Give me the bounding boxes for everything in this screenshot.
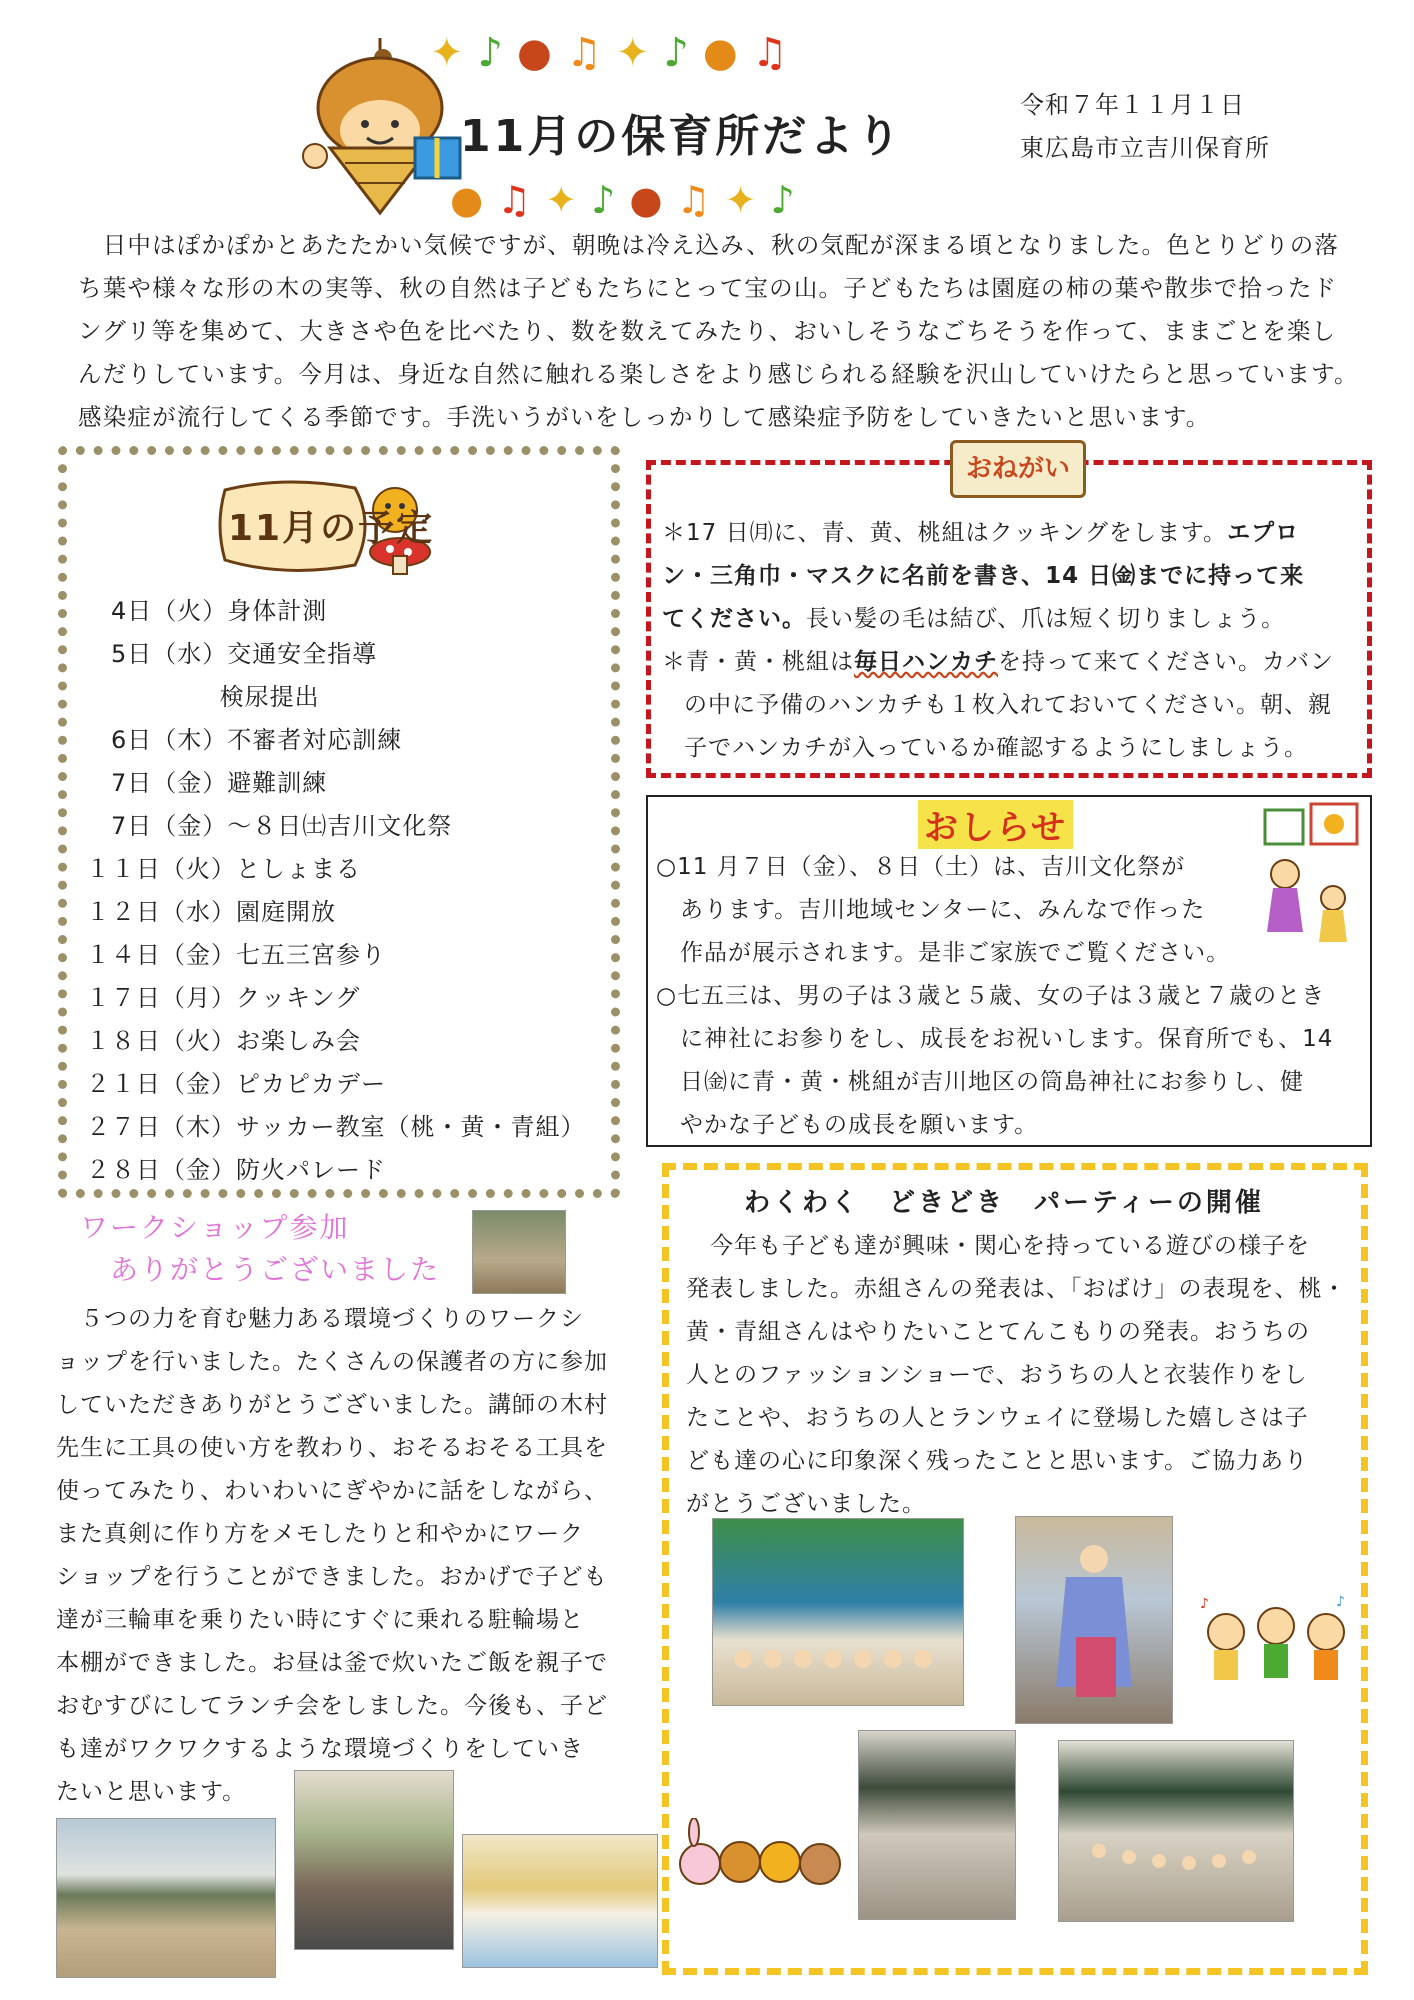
notice-line: あります。吉川地域センターに、みんなで作った: [656, 897, 1206, 923]
workshop-line: たいと思います。: [56, 1779, 247, 1805]
request-emphasis: てください。: [662, 606, 806, 632]
schedule-item: ２８日（金）防火パレード: [86, 1156, 386, 1184]
organization-name: 東広島市立吉川保育所: [1020, 134, 1270, 162]
classroom-photo-1: [858, 1730, 1016, 1920]
notice-line: ○11 月７日（金）、８日（土）は、吉川文化祭が: [656, 854, 1186, 880]
request-line: 子でハンカチが入っているか確認するようにしましょう。: [684, 735, 1308, 761]
request-line: [662, 598, 1285, 640]
party-stage-photo: [712, 1518, 964, 1706]
request-text: ＊17 日㈪に、青、黄、桃組はクッキングをします。: [662, 520, 1228, 546]
workshop-line: 先生に工具の使い方を教わり、おそるおそる工具を: [56, 1435, 608, 1461]
intro-line: 日中はぽかぽかとあたたかい気候ですが、朝晩は冷え込み、秋の気配が深まる頃となりました。色とりどりの落: [78, 231, 1340, 259]
schedule-item: １８日（火）お楽しみ会: [86, 1027, 361, 1055]
workshop-kids-photo: [472, 1210, 566, 1294]
party-line: たことや、おうちの人とランウェイに登場した嬉しさは子: [686, 1405, 1309, 1431]
request-line: [662, 641, 1334, 683]
workshop-line: 使ってみたり、わいわいにぎやかに話をしながら、: [56, 1478, 608, 1504]
request-text: を持って来てください。カバン: [998, 649, 1334, 675]
workshop-line: 本棚ができました。お昼は釜で炊いたご飯を親子で: [56, 1650, 608, 1676]
party-line: 人とのファッションショーで、おうちの人と衣装作りをし: [686, 1362, 1308, 1388]
schedule-item: 7日（金）避難訓練: [86, 769, 328, 797]
request-emphasis: エプロ: [1227, 520, 1300, 546]
request-emphasis: 毎日ハンカチ: [854, 649, 998, 675]
workshop-heading: ありがとうございました: [110, 1253, 441, 1286]
party-title: わくわく どきどき パーティーの開催: [744, 1188, 1264, 1218]
party-line: 今年も子ども達が興味・関心を持っている遊びの様子を: [686, 1233, 1310, 1259]
request-text: 長い髪の毛は結び、爪は短く切りましょう。: [806, 606, 1286, 632]
request-badge: [950, 440, 1086, 498]
schedule-item: 6日（木）不審者対応訓練: [86, 726, 403, 754]
request-line: ン・三角巾・マスクに名前を書き、14 日㈮までに持って来: [662, 563, 1305, 589]
notice-line: 作品が展示されます。是非ご家族でご覧ください。: [656, 940, 1231, 966]
intro-line: ち葉や様々な形の木の実等、秋の自然は子どもたちにとって宝の山。子どもたちは園庭の柿の葉や散歩で拾ったド: [78, 274, 1338, 302]
schedule-item: 5日（水）交通安全指導: [86, 640, 378, 668]
schoolyard-photo: [56, 1818, 276, 1978]
party-line: がとうございました。: [686, 1491, 926, 1517]
workshop-line: また真剣に作り方をメモしたりと和やかにワーク: [56, 1521, 584, 1547]
bookshelf-photo: [462, 1834, 658, 1968]
autumn-leaves-border-bottom: ●♫✦♪●♫✦♪: [450, 178, 809, 222]
schedule-item: １７日（月）クッキング: [86, 984, 361, 1012]
workshop-line: ５つの力を育む魅力ある環境づくりのワークシ: [56, 1306, 584, 1332]
children-art-illustration: [1245, 802, 1365, 952]
animal-friends-illustration: [676, 1818, 844, 1896]
classroom-photo-2: [1058, 1740, 1294, 1922]
request-badge-label: おねがい: [965, 454, 1070, 484]
fashion-show-photo: [1015, 1516, 1173, 1724]
party-line: ども達の心に印象深く残ったことと思います。ご協力あり: [686, 1448, 1309, 1474]
dancing-children-illustration: [1196, 1592, 1356, 1692]
workshop-line: ショップを行うことができました。おかげで子ども: [56, 1564, 608, 1590]
notice-line: に神社にお参りをし、成長をお祝いします。保育所でも、14: [656, 1026, 1334, 1052]
notice-line: やかな子どもの成長を願います。: [656, 1112, 1039, 1138]
party-line: 発表しました。赤組さんの発表は、「おばけ」の表現を、桃・: [686, 1276, 1347, 1302]
workshop-line: していただきありがとうございました。講師の木村: [56, 1392, 608, 1418]
schedule-item: 4日（火）身体計測: [86, 597, 328, 625]
request-line: [662, 512, 1299, 554]
workshop-line: 達が三輪車を乗りたい時にすぐに乗れる駐輪場と: [56, 1607, 584, 1633]
schedule-item: １２日（水）園庭開放: [86, 898, 336, 926]
autumn-leaves-border-top: ✦♪●♫✦♪●♫: [430, 30, 802, 76]
workshop-line: も達がワクワクするような環境づくりをしていき: [56, 1736, 584, 1762]
intro-line: 感染症が流行してくる季節です。手洗いうがいをしっかりして感染症予防をしていきたいと思います。: [78, 403, 1211, 431]
schedule-item: ２１日（金）ピカピカデー: [86, 1070, 386, 1098]
svg-text:♪: ♪: [1336, 1594, 1345, 1610]
intro-line: んだりしています。今月は、身近な自然に触れる楽しさをより感じられる経験を沢山していけたらと思っています。: [78, 360, 1359, 388]
schedule-item: 7日（金）～８日㈯吉川文化祭: [86, 812, 453, 840]
svg-text:♪: ♪: [1200, 1596, 1209, 1612]
workshop-heading: ワークショップ参加: [80, 1211, 350, 1244]
schedule-item: ２７日（木）サッカー教室（桃・黄・青組）: [86, 1113, 586, 1141]
page-title: 11月の保育所だより: [460, 111, 904, 162]
schedule-heading: 11月の予定: [228, 508, 435, 549]
notice-title: おしらせ: [918, 800, 1073, 849]
request-line: の中に予備のハンカチも１枚入れておいてください。朝、親: [684, 692, 1332, 718]
schedule-item: 検尿提出: [86, 683, 320, 711]
workshop-line: おむすびにしてランチ会をしました。今後も、子ど: [56, 1693, 608, 1719]
request-text: ＊青・黄・桃組は: [662, 649, 854, 675]
cooking-photo: [294, 1770, 454, 1950]
intro-line: ングリ等を集めて、大きさや色を比べたり、数を数えてみたり、おいしそうなごちそうを作って、ままごとを楽し: [78, 317, 1337, 345]
party-line: 黄・青組さんはやりたいことてんこもりの発表。おうちの: [686, 1319, 1310, 1345]
schedule-item: １１日（火）としょまる: [86, 855, 361, 883]
notice-line: 日㈮に青・黄・桃組が吉川地区の筒島神社にお参りし、健: [656, 1069, 1304, 1095]
schedule-item: １４日（金）七五三宮参り: [86, 941, 386, 969]
notice-line: ○七五三は、男の子は３歳と５歳、女の子は３歳と７歳のとき: [656, 983, 1326, 1009]
workshop-line: ョップを行いました。たくさんの保護者の方に参加: [56, 1349, 608, 1375]
issue-date: 令和７年１１月１日: [1020, 91, 1245, 119]
